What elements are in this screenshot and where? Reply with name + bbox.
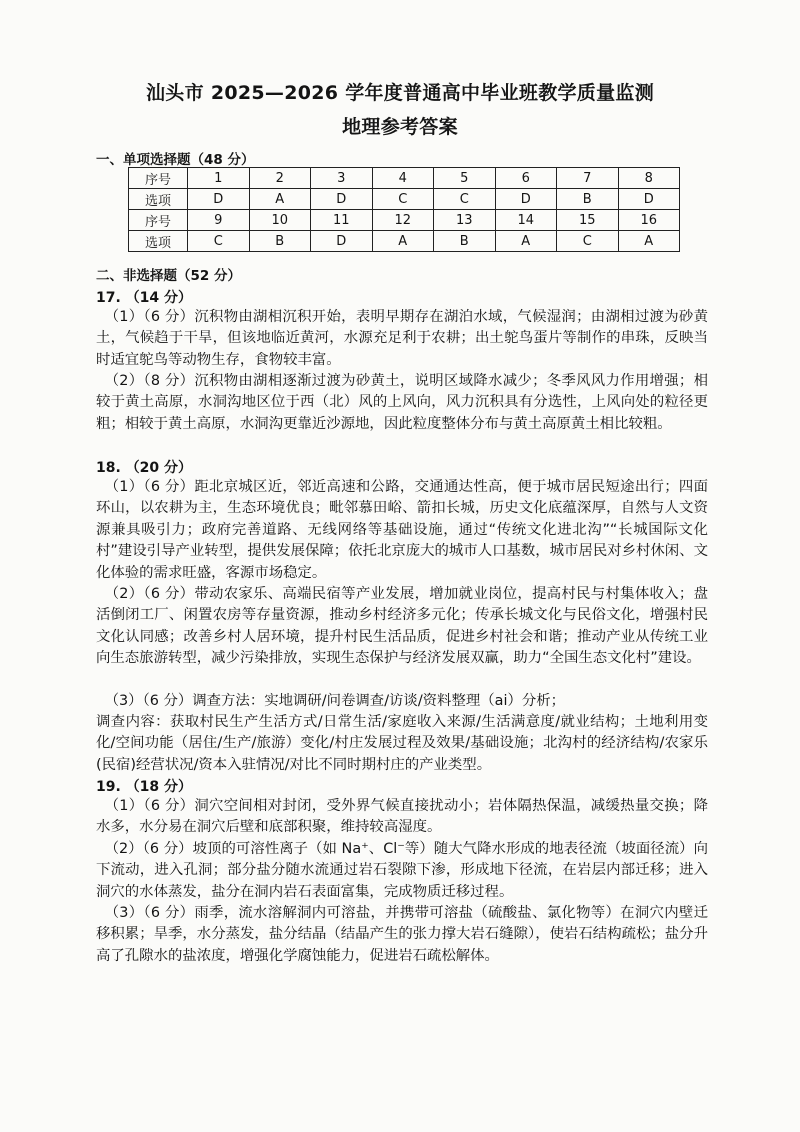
table-row: [129, 168, 680, 189]
table-cell: D: [495, 189, 557, 210]
table-cell: B: [557, 189, 619, 210]
table-cell: 2: [249, 168, 311, 189]
table-cell: 选项: [129, 231, 188, 252]
table-cell: C: [557, 231, 619, 252]
table-cell: D: [311, 189, 373, 210]
table-cell: B: [434, 231, 496, 252]
table-cell: 8: [618, 168, 680, 189]
table-cell: C: [188, 231, 250, 252]
table-cell: 11: [311, 210, 373, 231]
question-19-part-1: （1）（6 分）洞穴空间相对封闭，受外界气候直接扰动小；岩体隔热保温，减缓热量交换；降水多，水分易在洞穴后壁和底部积聚，维持较高湿度。: [96, 798, 708, 836]
table-row: [129, 210, 680, 231]
question-17-part-1: （1）（6 分）沉积物由湖相沉积开始，表明早期存在湖泊水域，气候湿润；由湖相过渡为砂黄土，气候趋于干旱，但该地临近黄河，水源充足利于农耕；出土鸵鸟蛋片等制作的串珠，反映当时适宜鸵鸟等动物生存，食物较丰富。: [96, 309, 708, 368]
question-18-heading: 18. （20 分）: [96, 460, 193, 476]
table-cell: 14: [495, 210, 557, 231]
table-cell: 7: [557, 168, 619, 189]
question-18-part-3-content: 调查内容：获取村民生产生活方式/日常生活/家庭收入来源/生活满意度/就业结构；土地利用变化/空间功能（居住/生产/旅游）变化/村庄发展过程及效果/基础设施；北沟村的经济结构/农家乐(民宿)经营状况/资本入驻情况/对比不同时期村庄的产业类型。: [96, 714, 708, 773]
table-cell: D: [311, 231, 373, 252]
section-heading-multiple-choice: 一、单项选择题（48 分）: [96, 152, 255, 168]
table-cell: 13: [434, 210, 496, 231]
table-cell: 5: [434, 168, 496, 189]
table-cell: 3: [311, 168, 373, 189]
table-cell: D: [188, 189, 250, 210]
table-cell: 6: [495, 168, 557, 189]
question-18-part-3-method: （3）（6 分）调查方法：实地调研/问卷调查/访谈/资料整理（ai）分析；: [104, 693, 566, 709]
question-17-heading: 17. （14 分）: [96, 290, 193, 306]
table-cell: A: [249, 189, 311, 210]
table-cell: C: [434, 189, 496, 210]
table-cell: 序号: [129, 210, 188, 231]
table-cell: A: [372, 231, 434, 252]
table-cell: A: [495, 231, 557, 252]
table-cell: C: [372, 189, 434, 210]
table-row: [129, 189, 680, 210]
table-cell: 12: [372, 210, 434, 231]
table-cell: 4: [372, 168, 434, 189]
table-row: [129, 231, 680, 252]
question-19-part-2: （2）（6 分）坡顶的可溶性离子（如 Na⁺、Cl⁻等）随大气降水形成的地表径流（坡面径流）向下流动，进入孔洞；部分盐分随水流通过岩石裂隙下渗，形成地下径流，在岩层内部迁移；进入洞穴的水体蒸发，盐分在洞内岩石表面富集，完成物质迁移过程。: [96, 841, 708, 900]
document-title: 汕头市 2025—2026 学年度普通高中毕业班教学质量监测: [146, 82, 654, 104]
question-18-part-1: （1）（6 分）距北京城区近，邻近高速和公路，交通通达性高，便于城市居民短途出行；四面环山，以农耕为主，生态环境优良；毗邻慕田峪、箭扣长城，历史文化底蕴深厚，自然与人文资源兼具吸引力；政府完善道路、无线网络等基础设施，通过“传统文化进北沟”“长城国际文化村”建设引导产业转型，提供发展保障；依托北京庞大的城市人口基数，城市居民对乡村休闲、文化体验的需求旺盛，客源市场稳定。: [96, 479, 708, 581]
question-19-heading: 19. （18 分）: [96, 779, 193, 795]
document-subtitle: 地理参考答案: [342, 116, 458, 138]
answer-key-table: [128, 167, 680, 252]
table-cell: 15: [557, 210, 619, 231]
table-cell: 9: [188, 210, 250, 231]
table-cell: 1: [188, 168, 250, 189]
question-18-part-2: （2）（6 分）带动农家乐、高端民宿等产业发展，增加就业岗位，提高村民与村集体收入；盘活倒闭工厂、闲置农房等存量资源，推动乡村经济多元化；传承长城文化与民俗文化，增强村民文化认同感；改善乡村人居环境，提升村民生活品质，促进乡村社会和谐；推动产业从传统工业向生态旅游转型，减少污染排放，实现生态保护与经济发展双赢，助力“全国生态文化村”建设。: [96, 586, 708, 667]
table-cell: B: [249, 231, 311, 252]
table-cell: A: [618, 231, 680, 252]
table-cell: 选项: [129, 189, 188, 210]
table-cell: 16: [618, 210, 680, 231]
table-cell: D: [618, 189, 680, 210]
section-heading-free-response: 二、非选择题（52 分）: [96, 268, 241, 284]
question-19-part-3: （3）（6 分）雨季，流水溶解洞内可溶盐，并携带可溶盐（硫酸盐、氯化物等）在洞穴内壁迁移积累；旱季，水分蒸发，盐分结晶（结晶产生的张力撑大岩石缝隙），使岩石结构疏松；盐分升高了孔隙水的盐浓度，增强化学腐蚀能力，促进岩石疏松解体。: [96, 905, 708, 964]
question-17-part-2: （2）（8 分）沉积物由湖相逐渐过渡为砂黄土，说明区域降水减少；冬季风风力作用增强；相较于黄土高原，水洞沟地区位于西（北）风的上风向，风力沉积具有分选性，上风向处的粒径更粗；相较于黄土高原，水洞沟更靠近沙源地，因此粒度整体分布与黄土高原黄土相比较粗。: [96, 373, 708, 432]
table-cell: 10: [249, 210, 311, 231]
table-cell: 序号: [129, 168, 188, 189]
